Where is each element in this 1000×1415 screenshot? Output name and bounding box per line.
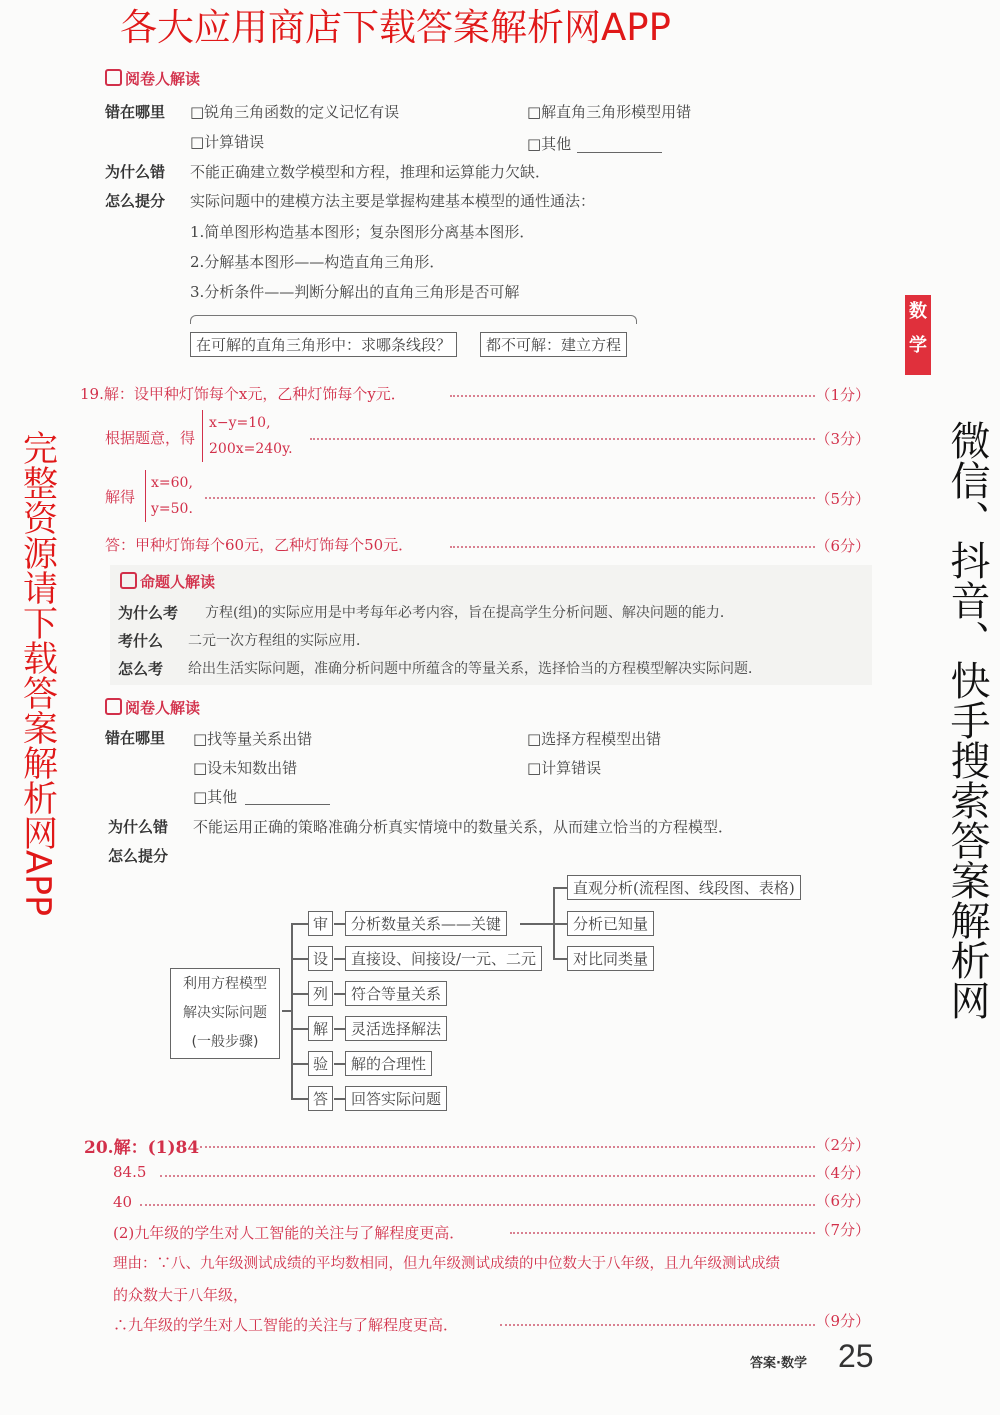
step-text: 直接设、间接设/一元、二元 — [345, 946, 542, 971]
box-unsolvable: 都不可解：建立方程 — [480, 332, 627, 357]
root-line: 利用方程模型 — [183, 976, 267, 992]
how-label: 怎么提分 — [105, 192, 166, 210]
score: （3分） — [815, 430, 870, 448]
connector — [520, 923, 553, 925]
q19-line2: 根据题意，得 — [105, 429, 196, 447]
q20-line2: 84.5 — [113, 1163, 147, 1181]
score: （9分） — [815, 1312, 870, 1330]
watermark: 完整资源请下载答案解析网APP — [17, 430, 58, 917]
connector — [334, 923, 345, 925]
score: （1分） — [815, 386, 870, 404]
step-text: 解的合理性 — [345, 1051, 432, 1076]
connector — [291, 1098, 308, 1100]
step-text: 符合等量关系 — [345, 981, 447, 1006]
watermark: 微信、抖音、快手搜索答案解析网 — [944, 420, 990, 1020]
score: （4分） — [815, 1164, 870, 1182]
connector — [553, 958, 567, 960]
diagram-root — [170, 968, 280, 1059]
connector — [334, 1098, 345, 1100]
leader-dots — [310, 438, 815, 440]
connector — [291, 958, 308, 960]
q20-line5: 理由：∵八、九年级测试成绩的平均数相同，但九年级测试成绩的中位数大于八年级，且九年级测试成绩 — [113, 1256, 780, 1272]
root-line: (一般步骤) — [191, 1034, 259, 1050]
grader-header-2 — [105, 697, 200, 718]
step-key: 列 — [308, 981, 333, 1006]
step-text: 灵活选择解法 — [345, 1016, 447, 1041]
eq: x=60, — [151, 475, 193, 491]
score: （6分） — [815, 1192, 870, 1210]
header-text: 命题人解读 — [140, 573, 216, 591]
q19-line3: 解得 — [105, 488, 136, 506]
option[interactable]: □找等量关系出错 — [193, 730, 313, 748]
text: 给出生活实际问题，准确分析问题中所蕴含的等量关系，选择恰当的方程模型解决实际问题． — [188, 661, 762, 677]
brace — [190, 315, 637, 324]
connector — [334, 1063, 345, 1065]
subject-tab: 数学 — [905, 295, 931, 375]
how-label: 怎么提分 — [108, 847, 169, 865]
leader-dots — [205, 497, 815, 499]
footer-label: 答案·数学 — [750, 1356, 807, 1371]
where-label: 错在哪里 — [105, 103, 166, 121]
blank-line — [245, 804, 330, 805]
step-key: 审 — [308, 911, 333, 936]
connector — [291, 993, 308, 995]
step-key: 设 — [308, 946, 333, 971]
step-key: 解 — [308, 1016, 333, 1041]
option[interactable]: □选择方程模型出错 — [527, 730, 662, 748]
score: （5分） — [815, 490, 870, 508]
branch-box: 对比同类量 — [567, 946, 654, 971]
root-line: 解决实际问题 — [183, 1005, 267, 1021]
note-icon — [105, 69, 122, 86]
leader-dots — [160, 1175, 815, 1177]
header-text: 阅卷人解读 — [125, 70, 201, 88]
option[interactable]: □其他 — [527, 135, 572, 153]
eq: 200x=240y. — [209, 441, 293, 457]
connector — [553, 923, 567, 925]
page-number: 25 — [838, 1338, 874, 1374]
eq: x−y=10, — [209, 415, 271, 431]
connector — [291, 1063, 308, 1065]
step-key: 验 — [308, 1051, 333, 1076]
leader-dots — [140, 1204, 815, 1206]
option[interactable]: □设未知数出错 — [193, 759, 298, 777]
why-text: 不能正确建立数学模型和方程，推理和运算能力欠缺． — [190, 163, 551, 181]
step: 3.分析条件——判断分解出的直角三角形是否可解 — [190, 283, 520, 301]
label: 考什么 — [118, 632, 164, 650]
blank-line — [577, 152, 662, 153]
score: （7分） — [815, 1221, 870, 1239]
q20-line7: ∴九年级的学生对人工智能的关注与了解程度更高． — [113, 1316, 459, 1334]
leader-dots — [510, 1232, 815, 1234]
q20-line4: (2)九年级的学生对人工智能的关注与了解程度更高． — [113, 1224, 465, 1242]
q20-line3: 40 — [113, 1193, 133, 1211]
connector — [334, 958, 345, 960]
box-solvable: 在可解的直角三角形中：求哪条线段？ — [190, 332, 457, 357]
step-key: 答 — [308, 1086, 333, 1111]
q19-answer: 答：甲种灯饰每个60元，乙种灯饰每个50元． — [105, 536, 414, 554]
q20-line1: 20.解：(1)84 — [84, 1138, 200, 1158]
score: （2分） — [815, 1136, 870, 1154]
how-text: 实际问题中的建模方法主要是掌握构建基本模型的通性通法： — [190, 192, 596, 210]
leader-dots — [200, 1146, 815, 1148]
why-label: 为什么错 — [108, 818, 169, 836]
connector — [334, 1028, 345, 1030]
q20-line6: 的众数大于八年级， — [113, 1286, 249, 1304]
text: 方程(组)的实际应用是中考每年必考内容，旨在提高学生分析问题、解决问题的能力． — [205, 605, 734, 621]
branch-box: 直观分析(流程图、线段图、表格) — [567, 875, 801, 900]
connector — [291, 1028, 308, 1030]
why-text: 不能运用正确的策略准确分析真实情境中的数量关系，从而建立恰当的方程模型． — [193, 818, 734, 836]
leader-dots — [450, 395, 815, 397]
equation-system-1 — [202, 410, 293, 462]
option[interactable]: □锐角三角函数的定义记忆有误 — [190, 103, 400, 121]
note-icon — [105, 698, 122, 715]
label: 为什么考 — [118, 604, 179, 622]
score: （6分） — [815, 537, 870, 555]
watermark: 各大应用商店下载答案解析网APP — [120, 6, 671, 49]
header-text: 阅卷人解读 — [125, 699, 201, 717]
step: 2.分解基本图形——构造直角三角形． — [190, 253, 445, 271]
option[interactable]: □计算错误 — [527, 759, 602, 777]
grader-header-1 — [105, 68, 200, 89]
branch-box: 分析已知量 — [567, 911, 654, 936]
where-label: 错在哪里 — [105, 729, 166, 747]
note-icon — [120, 572, 137, 589]
eq: y=50. — [151, 501, 193, 517]
why-label: 为什么错 — [105, 163, 166, 181]
connector — [291, 923, 293, 1098]
leader-dots — [450, 546, 815, 548]
setter-header — [120, 571, 215, 592]
connector — [334, 993, 345, 995]
option[interactable]: □计算错误 — [190, 133, 265, 151]
label: 怎么考 — [118, 660, 164, 678]
connector — [291, 923, 308, 925]
option[interactable]: □解直角三角形模型用错 — [527, 103, 692, 121]
q19-line1: 19.解：设甲种灯饰每个x元，乙种灯饰每个y元． — [80, 385, 406, 403]
option[interactable]: □其他 — [193, 788, 238, 806]
step-text: 回答实际问题 — [345, 1086, 447, 1111]
connector — [553, 887, 567, 889]
step-text: 分析数量关系——关键 — [345, 911, 507, 936]
leader-dots — [500, 1324, 815, 1326]
text: 二元一次方程组的实际应用． — [188, 633, 370, 649]
step: 1.简单图形构造基本图形；复杂图形分离基本图形． — [190, 223, 535, 241]
equation-system-2 — [145, 470, 193, 522]
